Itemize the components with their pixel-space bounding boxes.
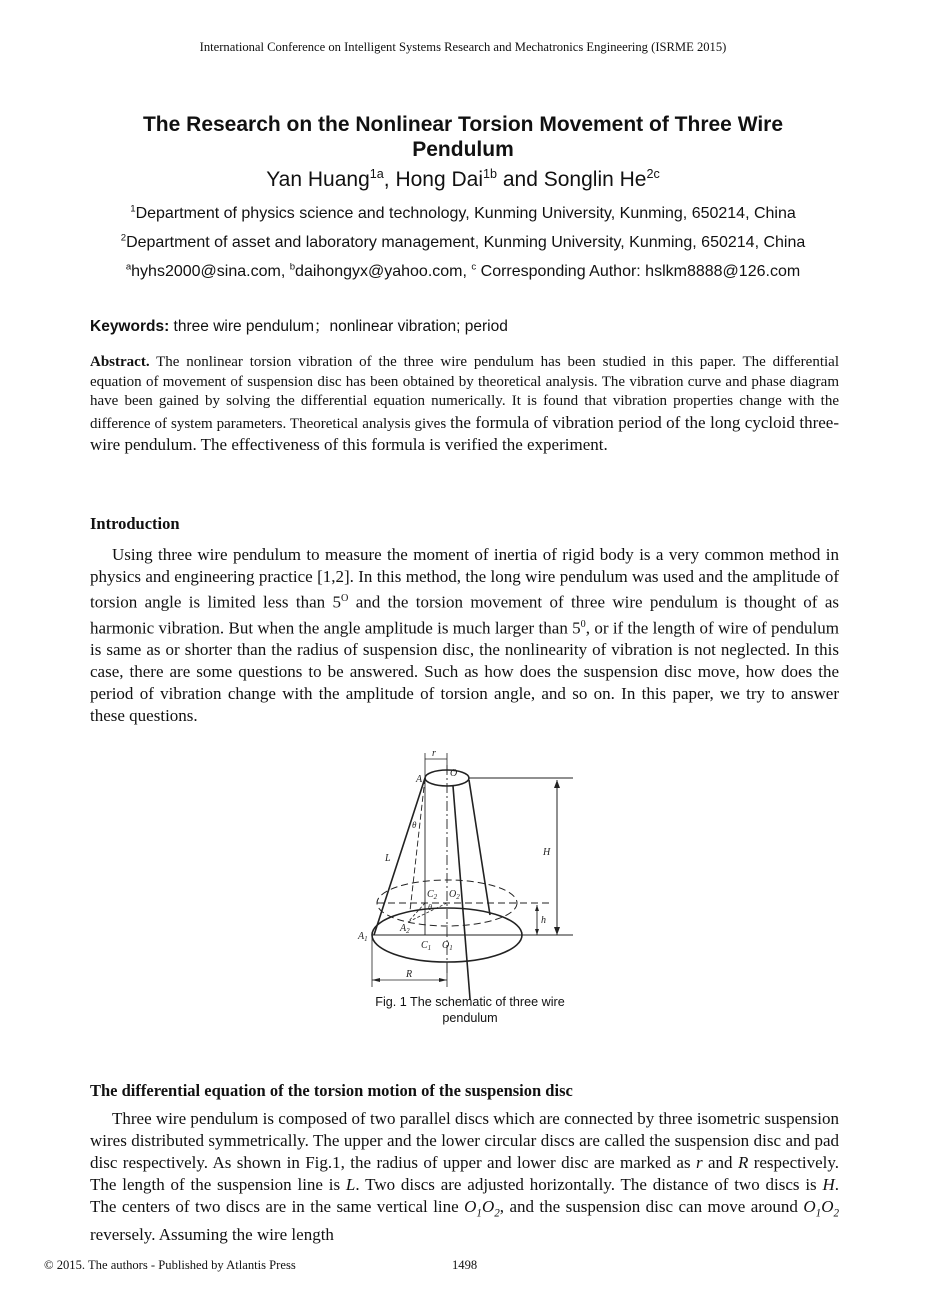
symbol-r: r — [695, 1153, 703, 1172]
footer-copyright: © 2015. The authors - Published by Atlantis Press — [44, 1258, 296, 1272]
label-O1: $O_1$ — [442, 940, 453, 952]
author-emails — [0, 263, 926, 281]
figure-caption — [340, 994, 600, 1026]
label-theta-2: θ — [428, 903, 432, 912]
affiliation-2 — [0, 234, 926, 252]
wire-3 — [469, 780, 490, 915]
email-b: daihongyx@yahoo.com, — [295, 263, 472, 280]
keywords-label: Keywords: — [90, 318, 170, 335]
label-A: A — [416, 774, 423, 785]
affiliation-text: Department of physics science and technology, Kunming University, Kunming, 650214, China — [135, 205, 796, 222]
affiliation-text: Department of asset and laboratory management, Kunming University, Kunming, 650214, China — [126, 234, 806, 251]
affiliation-sup: 1 — [130, 203, 136, 215]
email-sup: c — [471, 261, 477, 273]
label-H: H — [543, 847, 551, 858]
h-arrow-top — [535, 905, 539, 911]
pendulum-diagram — [340, 745, 600, 1000]
figure-1-schematic — [340, 745, 600, 1000]
author-affil-sup: 1a — [369, 167, 384, 181]
email-a: hyhs2000@sina.com, — [131, 263, 290, 280]
body-text: . The centers of two discs are in the same vertical line — [90, 1175, 839, 1216]
symbol-O1O2: $O_1O_2$ — [803, 1197, 839, 1220]
email-c: Corresponding Author: hslkm8888@126.com — [476, 263, 801, 280]
email-sup: a — [125, 261, 132, 273]
intro-text: Using three wire pendulum to measure the moment of inertia of rigid body is a very common method in physics and engineering practice [1,2]. In this method, the long wire pendulum was used and the amplitude of torsion angle is limited less than 5 — [90, 545, 839, 612]
body-text: . Two discs are adjusted horizontally. The distance of two discs is — [355, 1175, 823, 1194]
label-C1: $C_1$ — [421, 940, 432, 952]
author-list — [0, 168, 926, 192]
conference-header: International Conference on Intelligent Systems Research and Mechatronics Engineering (ISRME 2015) — [199, 40, 727, 54]
degree-sup: O — [341, 593, 349, 604]
keywords — [90, 314, 508, 336]
caption-line-1: Fig. 1 The schematic of three wire — [375, 995, 565, 1009]
author-affil-sup: 1b — [483, 167, 498, 181]
dashed-wire — [410, 778, 425, 911]
H-arrow-top — [554, 780, 560, 788]
body-text: reversely. Assuming the wire length — [90, 1225, 334, 1245]
section-heading-differential-equation: The differential equation of the torsion motion of the suspension disc — [90, 1081, 573, 1100]
title-line-2: Pendulum — [412, 138, 514, 161]
author-name: Yan Huang — [266, 168, 370, 191]
symbol-H: H — [822, 1175, 835, 1194]
symbol-L: L — [345, 1175, 356, 1194]
introduction-paragraph — [90, 544, 839, 727]
R-arrow-right — [439, 978, 447, 982]
author-separator: and — [497, 168, 544, 191]
symbol-O1O2: $O_1O_2$ — [464, 1197, 500, 1220]
body-text: , and the suspension disc can move around — [499, 1197, 804, 1216]
body-text: respectively. The length of the suspension line is — [90, 1153, 839, 1194]
label-L: L — [385, 853, 391, 864]
keywords-text: three wire pendulum；nonlinear vibration; period — [169, 318, 508, 335]
abstract-text: The nonlinear torsion vibration of the three wire pendulum has been studied in this paper. The differential equation of movement of suspension disc has been obtained by theoretical analysis. The vibration curve and phase diagram have been gained by solving the differential equation numerically. It is found that vibration properties change with the difference of system parameters. Theoretical analysis gives — [90, 354, 839, 432]
label-O2: $O_2$ — [449, 889, 460, 901]
abstract-label: Abstract. — [90, 354, 150, 370]
title-line-1: The Research on the Nonlinear Torsion Movement of Three Wire — [142, 113, 784, 136]
caption-line-2: pendulum — [442, 1011, 498, 1025]
degree-sup: 0 — [580, 618, 586, 630]
abstract-text-continued: the formula of vibration period of the long cycloid three-wire pendulum. The effectiveness of this formula is verified the experiment. — [90, 412, 839, 454]
symbol-R: R — [737, 1153, 749, 1172]
label-C2: $C_2$ — [427, 889, 438, 901]
label-theta: θ — [412, 820, 417, 830]
author-separator: , — [383, 168, 396, 191]
label-h: h — [541, 915, 546, 926]
body-text: and — [702, 1153, 738, 1172]
intro-text: and the torsion movement of three wire pendulum is thought of as harmonic vibration. But when the angle amplitude is much larger than 5 — [90, 592, 839, 638]
author-affil-sup: 2c — [646, 167, 660, 181]
abstract — [90, 353, 839, 457]
paper-title — [90, 112, 836, 162]
H-arrow-bottom — [554, 927, 560, 935]
label-R: R — [406, 969, 413, 980]
affiliation-1 — [0, 205, 926, 223]
intro-text: , or if the length of wire of pendulum is same as or shorter than the radius of suspension disc, the nonlinearity of vibration is not neglected. In this case, there are some questions to be answered. Such as how does the suspension disc move, how does the period of vibration change with the amplitude of torsion angle, and so on. In this paper, we try to answer these questions. — [90, 618, 839, 726]
body-text: Three wire pendulum is composed of two parallel discs which are connected by three isometric suspension wires distributed symmetrically. The upper and the lower circular discs are called the suspension disc and pad disc respectively. As shown in Fig.1, the radius of upper and lower disc are marked as — [90, 1109, 839, 1172]
R-arrow-left — [372, 978, 380, 982]
section-heading-introduction: Introduction — [90, 514, 180, 533]
label-r: r — [432, 748, 436, 759]
author-name: Hong Dai — [395, 168, 483, 191]
differential-equation-paragraph — [90, 1108, 839, 1246]
label-A2: $A_2$ — [400, 923, 410, 935]
h-arrow-bottom — [535, 929, 539, 935]
email-sup: b — [289, 261, 296, 273]
page-number: 1498 — [452, 1258, 478, 1272]
label-O: O — [450, 768, 458, 779]
affiliation-sup: 2 — [120, 232, 127, 244]
label-A1: $A_1$ — [358, 931, 368, 943]
author-name: Songlin He — [543, 168, 647, 191]
